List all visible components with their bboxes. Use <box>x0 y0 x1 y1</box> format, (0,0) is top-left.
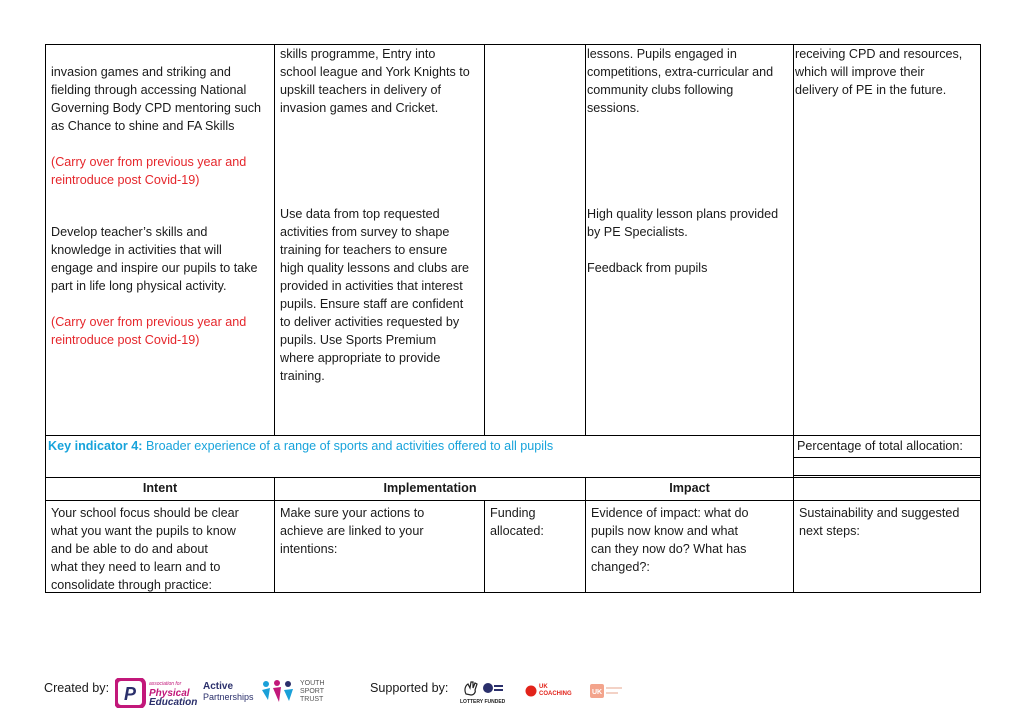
allocation-label: Percentage of total allocation: <box>797 439 963 453</box>
row2-intent-note: (Carry over from previous year and reintroduce post Covid-19) <box>51 315 247 347</box>
created-by-label: Created by: <box>44 681 110 695</box>
row1-intent-text: invasion games and striking and fielding through accessing National Governing Body CPD mentoring such as Chance to shine and FA Skills <box>51 65 261 133</box>
yst-line3: TRUST <box>300 696 324 703</box>
uk-active-logo <box>590 684 622 698</box>
youth-sport-trust-logo <box>260 678 325 706</box>
sport-england-icon <box>482 682 504 694</box>
uk-coaching-logo <box>525 684 579 698</box>
uk-coaching-dot-icon <box>525 685 537 697</box>
guidance-implementation: Make sure your actions to achieve are linked to your intentions: <box>280 506 425 556</box>
key-indicator-heading <box>48 437 553 455</box>
yst-figures-icon <box>260 678 296 706</box>
afpe-small: association for <box>149 680 182 687</box>
header-impact: Impact <box>669 481 710 495</box>
yst-line1: YOUTH <box>300 680 325 687</box>
guidance-intent: Your school focus should be clear what you want the pupils to know and be able to do and about what they need to learn and to consolidate through practice: <box>51 506 239 592</box>
row2-intent-text: Develop teacher’s skills and knowledge in activities that will engage and inspire our pupils to take part in life long physical activity. <box>51 225 258 293</box>
lottery-label: LOTTERY FUNDED <box>460 699 506 705</box>
header-implementation: Implementation <box>383 481 477 495</box>
afpe-logo <box>115 678 197 708</box>
key-indicator-text: Broader experience of a range of sports and activities offered to all pupils <box>142 439 554 453</box>
svg-text:P: P <box>123 684 137 704</box>
afpe-line1: Physical <box>149 687 190 699</box>
supported-by-label: Supported by: <box>370 681 449 695</box>
active-line2: Partnerships <box>203 692 254 702</box>
uk-active-wordmark-icon <box>606 686 622 696</box>
row2-intent-cell <box>51 205 273 349</box>
afpe-line2: Education <box>149 696 198 708</box>
guidance-evidence: Evidence of impact: what do pupils now know and what can they now do? What has changed?: <box>591 506 749 574</box>
row1-evidence: lessons. Pupils engaged in competitions, extra-curricular and community clubs following sessions. <box>587 47 774 115</box>
active-line1: Active <box>203 681 234 692</box>
key-indicator-label: Key indicator 4: <box>48 439 143 453</box>
header-intent: Intent <box>142 481 178 495</box>
row1-intent-cell <box>51 45 273 189</box>
svg-text:UK: UK <box>591 689 603 696</box>
guidance-funding: Funding allocated: <box>490 506 544 538</box>
lottery-sport-england-logo <box>460 680 505 705</box>
row1-implementation: skills programme, Entry into school league and York Knights to upskill teachers in delivery of invasion games and Cricket. <box>280 47 470 115</box>
row1-sustainability: receiving CPD and resources, which will improve their delivery of PE in the future. <box>795 47 963 97</box>
active-partnerships-logo <box>203 682 254 702</box>
afpe-mark-icon <box>115 678 147 708</box>
lottery-hand-icon <box>462 680 482 696</box>
uk-active-mark-icon <box>590 684 604 698</box>
row2-evidence: High quality lesson plans provided by PE Specialists. Feedback from pupils <box>587 207 779 275</box>
uk-coaching-label: UK COACHING <box>539 684 572 697</box>
guidance-sustainability: Sustainability and suggested next steps: <box>799 506 960 538</box>
yst-line2: SPORT <box>300 688 324 695</box>
row2-implementation: Use data from top requested activities from survey to shape training for teachers to ensure high quality lessons and clubs are provided in activities that interest pupils. Ensure staff are confident to deliver activities requested by pupils. Use Sports Premium where appropriate to provide training. <box>280 207 470 383</box>
row1-intent-note: (Carry over from previous year and reintroduce post Covid-19) <box>51 155 247 187</box>
